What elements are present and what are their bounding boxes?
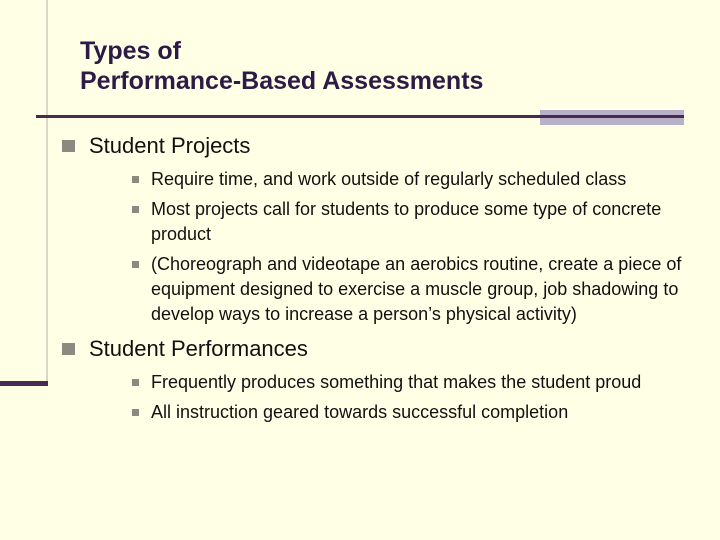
section-heading-text: Student Performances: [89, 336, 308, 361]
square-bullet-icon: [62, 343, 75, 355]
section-heading: [62, 335, 702, 362]
square-bullet-icon: [132, 379, 139, 386]
slide-content: [62, 132, 702, 425]
list-item-text: Require time, and work outside of regularly scheduled class: [151, 169, 627, 189]
square-bullet-icon: [132, 176, 139, 183]
slide-title: [80, 36, 483, 96]
list-item-text: Most projects call for students to produce some type of concrete product: [151, 199, 662, 244]
title-line-1: Types of: [80, 37, 181, 65]
title-line-2: Performance-Based Assessments: [80, 67, 484, 95]
square-bullet-icon: [132, 261, 139, 268]
list-item: [62, 370, 691, 395]
list-item-text: All instruction geared towards successful completion: [151, 402, 569, 422]
bullet-list: [62, 370, 702, 425]
section-heading-text: Student Projects: [89, 133, 251, 158]
section-student-projects: [62, 132, 702, 327]
title-underline: [36, 115, 684, 118]
section-student-performances: [62, 335, 702, 425]
list-item-text: (Choreograph and videotape an aerobics routine, create a piece of equipment designed to exercise a muscle group, job shadowing to develop ways to increase a person’s physical activity): [151, 254, 682, 324]
list-item: [62, 197, 691, 247]
list-item: [62, 252, 691, 327]
square-bullet-icon: [132, 206, 139, 213]
square-bullet-icon: [62, 140, 75, 152]
list-item-text: Frequently produces something that makes the student proud: [151, 372, 642, 392]
bullet-list: [62, 167, 702, 327]
list-item: [62, 167, 691, 192]
list-item: [62, 400, 691, 425]
section-heading: [62, 132, 702, 159]
left-accent-bar: [0, 381, 48, 386]
left-vertical-rule: [46, 0, 48, 386]
square-bullet-icon: [132, 409, 139, 416]
